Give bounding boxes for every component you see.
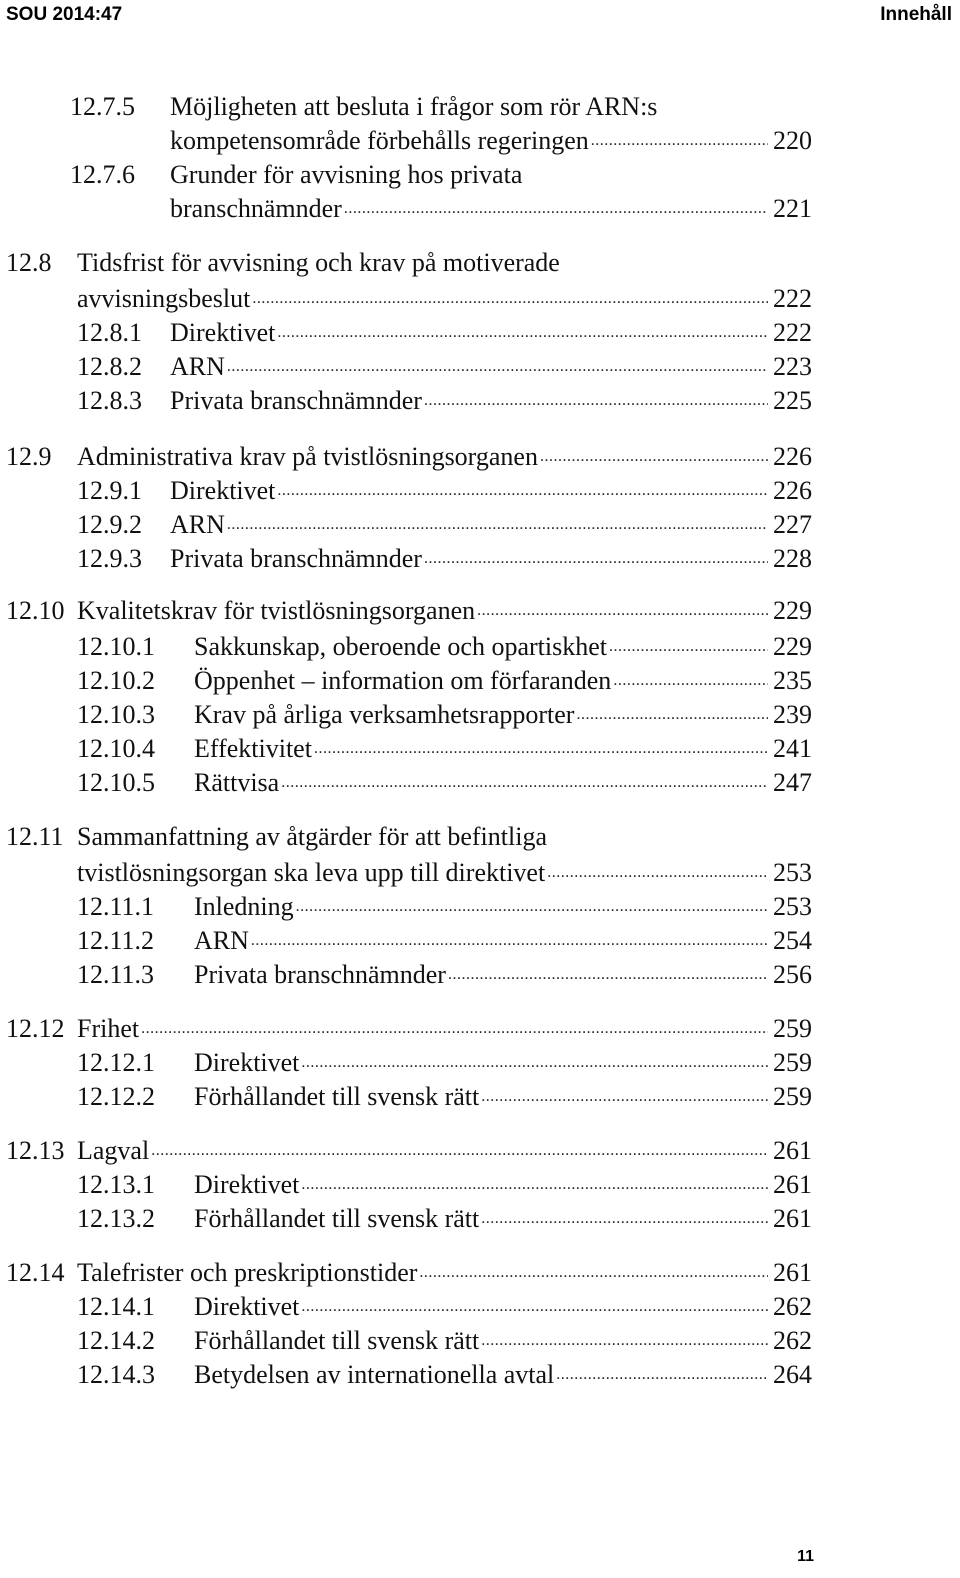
toc-entry[interactable] — [194, 766, 812, 800]
toc-entry-page: 241 — [773, 734, 812, 763]
toc-entry[interactable] — [170, 508, 812, 542]
toc-entry-number: 12.14 — [6, 1258, 65, 1287]
toc-entry-number: 12.10.3 — [77, 700, 155, 729]
dot-leader — [574, 698, 768, 732]
toc-entry-number: 12.12.1 — [77, 1048, 155, 1077]
toc-entry-number: 12.13.1 — [77, 1170, 155, 1199]
dot-leader — [545, 856, 768, 890]
dot-leader — [417, 1256, 768, 1290]
toc-entry-title: Direktivet — [194, 1292, 300, 1321]
toc-entry-page: 262 — [773, 1326, 812, 1355]
toc-entry[interactable] — [77, 820, 547, 854]
toc-entry-title: Direktivet — [194, 1170, 300, 1199]
toc-entry-number: 12.10.2 — [77, 666, 155, 695]
section-title: Innehåll — [880, 4, 952, 25]
toc-entry-title: Privata branschnämnder — [170, 544, 422, 573]
toc-entry-page: 225 — [773, 386, 812, 415]
page-number: 11 — [797, 1548, 814, 1565]
dot-leader — [589, 124, 768, 158]
dot-leader — [139, 1012, 768, 1046]
dot-leader — [422, 542, 768, 576]
dot-leader — [312, 732, 768, 766]
toc-entry[interactable] — [194, 1080, 812, 1114]
toc-entry-page: 259 — [773, 1048, 812, 1077]
toc-entry-page: 226 — [773, 476, 812, 505]
toc-entry-page: 235 — [773, 666, 812, 695]
dot-leader — [479, 1202, 768, 1236]
toc-entry[interactable] — [194, 1358, 812, 1392]
dot-leader — [149, 1134, 768, 1168]
toc-entry-title: Inledning — [194, 892, 294, 921]
toc-entry-title: Lagval — [77, 1136, 150, 1165]
toc-entry[interactable] — [170, 192, 812, 226]
dot-leader — [554, 1358, 768, 1392]
toc-entry-title: ARN — [194, 926, 249, 955]
toc-entry-number: 12.10.4 — [77, 734, 155, 763]
toc-entry[interactable] — [170, 542, 812, 576]
toc-entry-number: 12.10.5 — [77, 768, 155, 797]
toc-entry-page: 262 — [773, 1292, 812, 1321]
toc-entry-number: 12.9.1 — [77, 476, 142, 505]
toc-entry-page: 261 — [773, 1204, 812, 1233]
toc-entry[interactable] — [170, 474, 812, 508]
toc-entry-page: 261 — [773, 1136, 812, 1165]
toc-entry-number: 12.10.1 — [77, 632, 155, 661]
toc-entry-page: 226 — [773, 442, 812, 471]
toc-entry[interactable] — [77, 1134, 812, 1168]
dot-leader — [299, 1168, 768, 1202]
toc-entry-number: 12.13 — [6, 1136, 65, 1165]
toc-entry-title: branschnämnder — [170, 194, 342, 223]
toc-entry[interactable] — [77, 246, 560, 280]
toc-entry-title: ARN — [170, 510, 225, 539]
toc-entry-title: Möjligheten att besluta i frågor som rör ARN:s — [170, 92, 658, 121]
toc-entry[interactable] — [194, 664, 812, 698]
toc-entry-title: Förhållandet till svensk rätt — [194, 1326, 480, 1355]
toc-entry-number: 12.7.6 — [70, 160, 135, 189]
toc-entry-title: Sammanfattning av åtgärder för att befintliga — [77, 822, 547, 851]
dot-leader — [250, 282, 768, 316]
toc-entry-title: Privata branschnämnder — [170, 386, 422, 415]
toc-entry[interactable] — [170, 384, 812, 418]
toc-entry-page: 221 — [773, 194, 812, 223]
toc-entry-page: 222 — [773, 318, 812, 347]
toc-entry[interactable] — [77, 1256, 812, 1290]
toc-entry[interactable] — [194, 1168, 812, 1202]
toc-entry-title: kompetensområde förbehålls regeringen — [170, 126, 589, 155]
toc-entry-page: 259 — [773, 1082, 812, 1111]
toc-entry-title: tvistlösningsorgan ska leva upp till direktivet — [77, 858, 546, 887]
toc-entry-number: 12.9.3 — [77, 544, 142, 573]
toc-entry[interactable] — [170, 90, 657, 124]
toc-entry-page: 259 — [773, 1014, 812, 1043]
dot-leader — [611, 664, 768, 698]
dot-leader — [342, 192, 768, 226]
toc-entry-title: Privata branschnämnder — [194, 960, 446, 989]
toc-entry-title: Krav på årliga verksamhetsrapporter — [194, 700, 575, 729]
toc-entry[interactable] — [77, 594, 812, 628]
toc-entry-title: Öppenhet – information om förfaranden — [194, 666, 612, 695]
toc-entry-page: 228 — [773, 544, 812, 573]
toc-entry-number: 12.11.3 — [77, 960, 155, 989]
dot-leader — [294, 890, 768, 924]
toc-entry[interactable] — [77, 1012, 812, 1046]
toc-entry-title: Rättvisa — [194, 768, 280, 797]
toc-entry-number: 12.8.1 — [77, 318, 142, 347]
toc-entry-title: Administrativa krav på tvistlösningsorganen — [77, 442, 538, 471]
toc-entry-number: 12.11.1 — [77, 892, 155, 921]
toc-entry-title: Direktivet — [170, 318, 276, 347]
toc-entry[interactable] — [194, 698, 812, 732]
toc-entry-page: 256 — [773, 960, 812, 989]
toc-entry-title: Direktivet — [170, 476, 276, 505]
toc-entry[interactable] — [194, 1324, 812, 1358]
toc-entry[interactable] — [194, 1202, 812, 1236]
toc-entry-number: 12.9 — [6, 442, 52, 471]
toc-entry-title: Kvalitetskrav för tvistlösningsorganen — [77, 596, 476, 625]
toc-entry-title: Effektivitet — [194, 734, 312, 763]
dot-leader — [249, 924, 768, 958]
toc-entry-title: Direktivet — [194, 1048, 300, 1077]
toc-entry-page: 264 — [773, 1360, 812, 1389]
toc-entry[interactable] — [194, 958, 812, 992]
toc-entry[interactable] — [194, 1290, 812, 1324]
toc-entry-number: 12.13.2 — [77, 1204, 155, 1233]
toc-entry-page: 261 — [773, 1170, 812, 1199]
toc-entry[interactable] — [170, 124, 812, 158]
toc-entry[interactable] — [194, 924, 812, 958]
toc-entry[interactable] — [194, 630, 812, 664]
toc-entry-title: Frihet — [77, 1014, 140, 1043]
dot-leader — [479, 1080, 768, 1114]
dot-leader — [279, 766, 768, 800]
toc-entry-number: 12.8.3 — [77, 386, 142, 415]
dot-leader — [422, 384, 768, 418]
toc-entry-number: 12.14.2 — [77, 1326, 155, 1355]
toc-entry-number: 12.7.5 — [70, 92, 135, 121]
toc-entry[interactable] — [77, 282, 812, 316]
toc-entry[interactable] — [170, 316, 812, 350]
toc-entry-number: 12.11.2 — [77, 926, 155, 955]
toc-entry-page: 254 — [773, 926, 812, 955]
toc-entry[interactable] — [194, 890, 812, 924]
toc-entry-title: Talefrister och preskriptionstider — [77, 1258, 418, 1287]
toc-entry-page: 220 — [773, 126, 812, 155]
toc-entry-title: Förhållandet till svensk rätt — [194, 1204, 480, 1233]
toc-entry-title: Betydelsen av internationella avtal — [194, 1360, 555, 1389]
dot-leader — [299, 1290, 768, 1324]
toc-entry[interactable] — [194, 1046, 812, 1080]
toc-entry-number: 12.8 — [6, 248, 52, 277]
toc-entry[interactable] — [170, 350, 812, 384]
toc-entry-title: Förhållandet till svensk rätt — [194, 1082, 480, 1111]
toc-entry-title: ARN — [170, 352, 225, 381]
dot-leader — [275, 316, 768, 350]
toc-entry-page: 227 — [773, 510, 812, 539]
toc-entry-number: 12.10 — [6, 596, 65, 625]
toc-entry-number: 12.9.2 — [77, 510, 142, 539]
toc-entry-number: 12.14.3 — [77, 1360, 155, 1389]
toc-entry-page: 222 — [773, 284, 812, 313]
toc-entry[interactable] — [194, 732, 812, 766]
dot-leader — [538, 440, 768, 474]
toc-entry-page: 239 — [773, 700, 812, 729]
toc-entry-page: 223 — [773, 352, 812, 381]
dot-leader — [225, 350, 768, 384]
toc-entry-number: 12.11 — [6, 822, 64, 851]
toc-entry-title: Sakkunskap, oberoende och opartiskhet — [194, 632, 608, 661]
toc-entry-number: 12.8.2 — [77, 352, 142, 381]
toc-entry[interactable] — [170, 158, 522, 192]
dot-leader — [607, 630, 768, 664]
dot-leader — [475, 594, 768, 628]
document-id: SOU 2014:47 — [6, 4, 123, 25]
toc-entry-page: 247 — [773, 768, 812, 797]
dot-leader — [275, 474, 768, 508]
toc-entry-page: 253 — [773, 892, 812, 921]
dot-leader — [225, 508, 768, 542]
dot-leader — [299, 1046, 768, 1080]
dot-leader — [479, 1324, 768, 1358]
toc-entry-title: avvisningsbeslut — [77, 284, 251, 313]
dot-leader — [446, 958, 768, 992]
toc-entry-page: 229 — [773, 596, 812, 625]
toc-entry[interactable] — [77, 440, 812, 474]
toc-entry-page: 261 — [773, 1258, 812, 1287]
toc-entry[interactable] — [77, 856, 812, 890]
toc-entry-page: 253 — [773, 858, 812, 887]
toc-entry-number: 12.14.1 — [77, 1292, 155, 1321]
toc-entry-title: Tidsfrist för avvisning och krav på motiverade — [77, 248, 560, 277]
toc-entry-title: Grunder för avvisning hos privata — [170, 160, 523, 189]
toc-entry-page: 229 — [773, 632, 812, 661]
toc-entry-number: 12.12 — [6, 1014, 65, 1043]
toc-entry-number: 12.12.2 — [77, 1082, 155, 1111]
